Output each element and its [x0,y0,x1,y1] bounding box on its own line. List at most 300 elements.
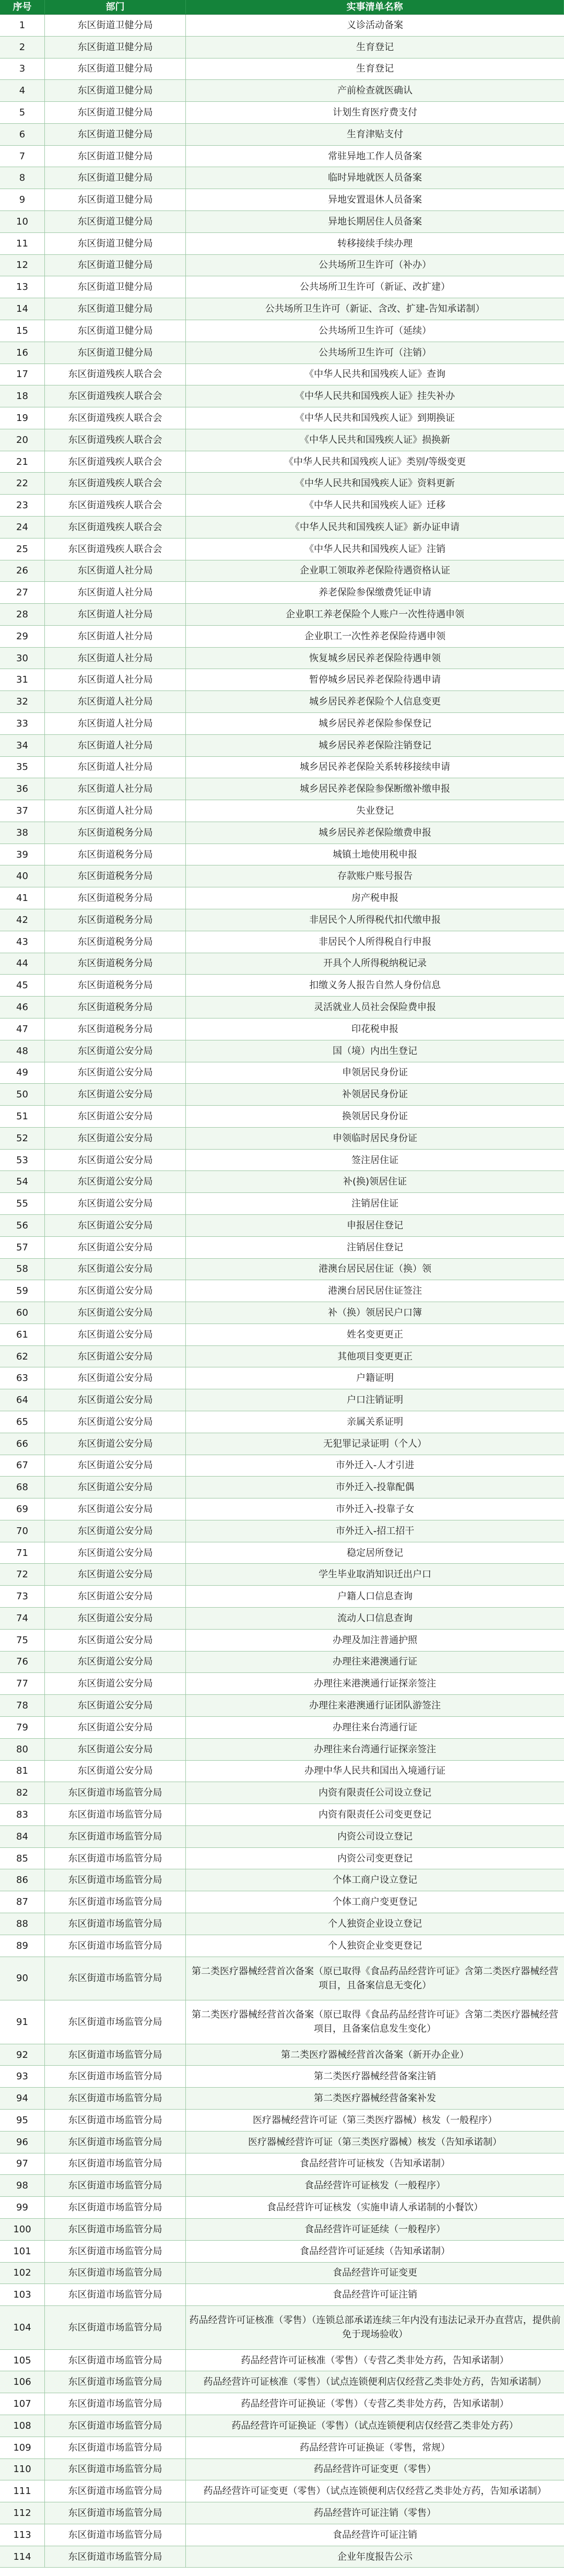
row-department: 东区街道公安分局 [45,1106,186,1127]
row-number: 40 [0,865,45,887]
row-number: 37 [0,800,45,822]
row-service-name: 食品经营许可证核发（实施申请人承诺制的小餐饮） [267,2202,483,2214]
row-number: 63 [0,1367,45,1389]
row-department: 东区街道人社分局 [45,735,186,756]
row-number: 6 [0,124,45,145]
table-row [0,1346,564,1368]
row-number: 47 [0,1018,45,1040]
row-service-name: 义诊活动备案 [347,19,403,31]
row-number: 59 [0,1280,45,1302]
row-department: 东区街道市场监管分局 [45,2219,186,2240]
row-service-name: 食品经营许可证核发（告知承诺制） [300,2158,450,2170]
table-row [0,255,564,277]
row-service-name: 存款账户账号报告 [337,871,413,882]
row-department: 东区街道公安分局 [45,1717,186,1738]
row-department: 东区街道市场监管分局 [45,1913,186,1935]
row-department: 东区街道市场监管分局 [45,2110,186,2131]
row-number: 30 [0,648,45,669]
row-service-name: 食品经营许可证变更 [333,2267,417,2279]
column-header-name: 实事清单名称 [186,0,564,14]
row-service-name: 第二类医疗器械经营备案补发 [314,2093,436,2104]
table-row [0,2088,564,2110]
row-department: 东区街道市场监管分局 [45,1804,186,1825]
table-row [0,2066,564,2088]
row-service-name: 药品经营许可证换证（零售，常规） [300,2442,450,2453]
row-department: 东区街道市场监管分局 [45,2044,186,2066]
row-service-name: 内资有限责任公司变更登记 [319,1809,431,1820]
table-row [0,320,564,342]
table-row [0,1869,564,1891]
row-department: 东区街道市场监管分局 [45,2502,186,2524]
table-row [0,2219,564,2241]
table-row [0,1128,564,1150]
table-row [0,844,564,866]
row-service-name: 市外迁入-人才引进 [335,1460,415,1471]
row-service-name: 扣缴义务人报告自然人身份信息 [309,980,441,991]
row-service-name: 办理往来港澳通行证探亲签注 [314,1678,436,1690]
row-service-name: 第二类医疗器械经营备案注销 [314,2071,436,2082]
row-service-name: 《中华人民共和国残疾人证》查询 [304,369,445,380]
table-row [0,1498,564,1520]
row-department: 东区街道公安分局 [45,1215,186,1236]
row-service-name: 药品经营许可证核准（零售）（连锁总部承诺连续三年内没有违法记录开办直营店，提供前免于现场验收） [189,2315,561,2340]
row-department: 东区街道人社分局 [45,778,186,800]
row-number: 4 [0,80,45,101]
row-department: 东区街道卫健分局 [45,15,186,36]
table-row [0,1935,564,1957]
table-row [0,1237,564,1259]
row-department: 东区街道卫健分局 [45,102,186,123]
row-department: 东区街道公安分局 [45,1411,186,1433]
row-number: 75 [0,1630,45,1651]
row-department: 东区街道公安分局 [45,1586,186,1607]
row-service-name: 医疗器械经营许可证（第三类医疗器械）核发（一般程序） [253,2114,497,2126]
row-department: 东区街道人社分局 [45,582,186,603]
row-service-name: 公共场所卫生许可（新证、含改、扩建-告知承诺制） [265,303,485,315]
table-row [0,2437,564,2459]
row-department: 东区街道市场监管分局 [45,2371,186,2393]
table-row [0,997,564,1018]
row-number: 57 [0,1237,45,1258]
table-row [0,211,564,233]
row-department: 东区街道残疾人联合会 [45,538,186,560]
table-row [0,822,564,844]
table-row [0,909,564,931]
row-department: 东区街道税务分局 [45,1018,186,1040]
row-number: 107 [0,2393,45,2415]
table-row [0,495,564,517]
row-number: 46 [0,997,45,1018]
row-service-name: 药品经营许可证核准（零售）（试点连锁便利店仅经营乙类非处方药，告知承诺制） [203,2376,547,2388]
row-department: 东区街道市场监管分局 [45,2175,186,2196]
table-row [0,37,564,58]
row-department: 东区街道公安分局 [45,1652,186,1673]
row-service-name: 港澳台居民居住证（换）领 [319,1263,431,1275]
table-row [0,1848,564,1870]
row-department: 东区街道税务分局 [45,865,186,887]
table-row [0,1761,564,1783]
table-row [0,167,564,189]
row-department: 东区街道税务分局 [45,887,186,909]
row-department: 东区街道公安分局 [45,1259,186,1280]
table-row [0,648,564,670]
row-service-name: 城乡居民养老保险注销登记 [319,740,431,751]
table-row [0,1542,564,1564]
table-row [0,2524,564,2546]
table-row [0,1389,564,1411]
table-row [0,1891,564,1913]
row-department: 东区街道卫健分局 [45,80,186,101]
table-row [0,189,564,211]
row-number: 2 [0,37,45,58]
table-row [0,1782,564,1804]
row-number: 78 [0,1695,45,1716]
row-department: 东区街道公安分局 [45,1193,186,1214]
row-number: 26 [0,560,45,582]
row-department: 东区街道税务分局 [45,931,186,953]
table-row [0,1040,564,1062]
column-header-dept: 部门 [45,0,186,14]
table-row [0,385,564,407]
table-row [0,1367,564,1389]
row-department: 东区街道卫健分局 [45,146,186,167]
row-number: 87 [0,1891,45,1913]
row-number: 112 [0,2502,45,2524]
row-number: 92 [0,2044,45,2066]
row-department: 东区街道卫健分局 [45,255,186,276]
row-department: 东区街道公安分局 [45,1128,186,1149]
row-service-name: 企业年度报告公示 [337,2551,413,2562]
row-department: 东区街道卫健分局 [45,276,186,298]
row-department: 东区街道卫健分局 [45,211,186,232]
row-service-name: 房产税申报 [351,893,398,904]
row-number: 33 [0,713,45,734]
table-row [0,2480,564,2502]
table-row [0,1215,564,1237]
row-number: 25 [0,538,45,560]
row-department: 东区街道市场监管分局 [45,2132,186,2153]
row-service-name: 市外迁入-招工招干 [335,1525,415,1537]
table-row [0,1739,564,1761]
row-service-name: 国（境）内出生登记 [333,1045,417,1057]
row-department: 东区街道公安分局 [45,1062,186,1084]
row-service-name: 药品经营许可证换证（零售）（试点连锁便利店仅经营乙类非处方药） [231,2420,519,2431]
table-row [0,2306,564,2350]
row-service-name: 户籍人口信息查询 [337,1591,413,1602]
row-service-name: 灵活就业人员社会保险费申报 [314,1002,436,1013]
row-department: 东区街道卫健分局 [45,167,186,189]
row-service-name: 个体工商户变更登记 [333,1896,417,1908]
row-service-name: 公共场所卫生许可（补办） [319,260,431,271]
row-service-name: 注销居住登记 [347,1242,403,1253]
table-row [0,364,564,386]
row-service-name: 药品经营许可证变更（零售）（试点连锁便利店仅经营乙类非处方药，告知承诺制） [203,2486,547,2497]
row-service-name: 公共场所卫生许可（新证、改扩建） [300,282,450,293]
table-row [0,1957,564,2001]
table-row [0,1280,564,1302]
row-number: 72 [0,1564,45,1585]
row-service-name: 签注居住证 [351,1154,398,1166]
row-service-name: 非居民个人所得税代扣代缴申报 [309,914,441,926]
row-department: 东区街道人社分局 [45,713,186,734]
row-department: 东区街道公安分局 [45,1608,186,1629]
row-department: 东区街道残疾人联合会 [45,451,186,473]
row-number: 96 [0,2132,45,2153]
row-department: 东区街道公安分局 [45,1630,186,1651]
row-service-name: 市外迁入-投靠子女 [335,1504,415,1515]
row-service-name: 《中华人民共和国残疾人证》到期换证 [295,412,455,424]
table-row [0,2153,564,2175]
row-service-name: 《中华人民共和国残疾人证》注销 [304,543,445,555]
row-number: 35 [0,757,45,778]
row-service-name: 药品经营许可证换证（零售）（专营乙类非处方药，告知承诺制） [241,2398,509,2410]
row-service-name: 办理往来港澳通行证团队游签注 [309,1700,441,1712]
table-row [0,276,564,298]
table-row [0,1455,564,1477]
row-number: 62 [0,1346,45,1367]
table-row [0,1106,564,1128]
row-service-name: 注销居住证 [351,1198,398,1210]
row-number: 14 [0,298,45,320]
row-service-name: 内资公司变更登记 [337,1853,413,1864]
row-service-name: 食品经营许可证注销 [333,2289,417,2301]
table-row [0,1586,564,1608]
table-row [0,538,564,560]
row-service-name: 转移接续手续办理 [337,238,413,249]
row-service-name: 公共场所卫生许可（延续） [319,325,431,336]
row-number: 108 [0,2415,45,2437]
row-department: 东区街道公安分局 [45,1237,186,1258]
table-row [0,1150,564,1172]
row-department: 东区街道市场监管分局 [45,2066,186,2087]
row-number: 64 [0,1389,45,1411]
table-row [0,429,564,451]
row-number: 18 [0,385,45,407]
table-row [0,1411,564,1433]
row-service-name: 补（换）领居民户口簿 [328,1307,422,1318]
row-number: 103 [0,2284,45,2305]
row-department: 东区街道人社分局 [45,691,186,712]
row-department: 东区街道税务分局 [45,975,186,996]
row-department: 东区街道人社分局 [45,604,186,625]
row-number: 50 [0,1084,45,1105]
row-service-name: 城乡居民养老保险缴费申报 [319,827,431,838]
row-number: 106 [0,2371,45,2393]
table-row [0,2415,564,2437]
row-number: 7 [0,146,45,167]
row-number: 85 [0,1848,45,1869]
table-row [0,778,564,800]
table-row [0,2284,564,2306]
row-number: 22 [0,473,45,494]
row-number: 81 [0,1761,45,1782]
row-department: 东区街道税务分局 [45,844,186,865]
row-department: 东区街道卫健分局 [45,37,186,58]
table-row [0,604,564,626]
row-service-name: 其他项目变更更正 [337,1351,413,1362]
row-department: 东区街道公安分局 [45,1477,186,1498]
row-department: 东区街道市场监管分局 [45,2000,186,2044]
row-department: 东区街道人社分局 [45,626,186,647]
row-service-name: 药品经营许可证注销（零售） [314,2508,436,2519]
table-row [0,298,564,320]
table-row [0,2546,564,2568]
row-department: 东区街道公安分局 [45,1389,186,1411]
row-number: 36 [0,778,45,800]
row-service-name: 户口注销证明 [347,1395,403,1406]
row-number: 24 [0,517,45,538]
row-service-name: 姓名变更更正 [347,1329,403,1340]
row-number: 27 [0,582,45,603]
row-service-name: 办理中华人民共和国出入境通行证 [304,1765,445,1777]
row-service-name: 城乡居民养老保险参保登记 [319,718,431,729]
table-row [0,931,564,953]
table-row [0,473,564,495]
row-department: 东区街道市场监管分局 [45,2263,186,2284]
row-department: 东区街道市场监管分局 [45,1782,186,1804]
row-service-name: 《中华人民共和国残疾人证》挂失补办 [295,391,455,402]
table-row [0,2132,564,2153]
row-service-name: 生育津贴支付 [347,128,403,140]
table-row [0,975,564,997]
row-department: 东区街道残疾人联合会 [45,429,186,451]
table-row [0,58,564,80]
table-row [0,1018,564,1040]
row-number: 83 [0,1804,45,1825]
row-number: 31 [0,669,45,690]
row-number: 73 [0,1586,45,1607]
row-number: 91 [0,2000,45,2044]
row-department: 东区街道卫健分局 [45,58,186,80]
row-number: 100 [0,2219,45,2240]
row-department: 东区街道公安分局 [45,1433,186,1455]
row-number: 76 [0,1652,45,1673]
row-department: 东区街道税务分局 [45,909,186,931]
row-number: 61 [0,1324,45,1345]
row-service-name: 恢复城乡居民养老保险待遇申领 [309,652,441,664]
row-number: 8 [0,167,45,189]
table-row [0,2393,564,2415]
row-service-name: 城乡居民养老保险个人信息变更 [309,696,441,708]
row-service-name: 《中华人民共和国残疾人证》类别/等级变更 [284,456,466,467]
table-body [0,15,564,2568]
row-service-name: 公共场所卫生许可（注销） [319,347,431,358]
row-service-name: 药品经营许可证变更（零售） [314,2464,436,2475]
row-department: 东区街道市场监管分局 [45,2241,186,2262]
row-number: 99 [0,2197,45,2218]
row-number: 101 [0,2241,45,2262]
row-service-name: 药品经营许可证核准（零售）（专营乙类非处方药，告知承诺制） [241,2355,509,2366]
row-number: 5 [0,102,45,123]
row-number: 102 [0,2263,45,2284]
row-service-name: 城乡居民养老保险关系转移接续申请 [300,762,450,773]
table-row [0,1913,564,1935]
row-number: 44 [0,953,45,975]
row-department: 东区街道公安分局 [45,1564,186,1585]
table-row [0,2175,564,2197]
row-number: 114 [0,2546,45,2568]
row-number: 11 [0,233,45,254]
row-number: 105 [0,2350,45,2371]
table-row [0,713,564,735]
row-service-name: 企业职工养老保险个人账户一次性待遇申领 [286,608,464,620]
row-service-name: 补领居民身份证 [342,1089,408,1100]
row-department: 东区街道公安分局 [45,1761,186,1782]
row-number: 34 [0,735,45,756]
table-row [0,1520,564,1542]
table-row [0,233,564,255]
row-service-name: 产前检查就医确认 [337,85,413,97]
row-service-name: 办理往来台湾通行证探亲签注 [314,1743,436,1755]
row-number: 29 [0,626,45,647]
row-department: 东区街道市场监管分局 [45,2459,186,2480]
row-department: 东区街道市场监管分局 [45,2350,186,2371]
table-row [0,1302,564,1324]
row-department: 东区街道市场监管分局 [45,2197,186,2218]
row-number: 19 [0,407,45,429]
row-department: 东区街道卫健分局 [45,189,186,210]
row-number: 79 [0,1717,45,1738]
row-number: 13 [0,276,45,298]
row-service-name: 生育登记 [356,63,394,75]
row-number: 54 [0,1171,45,1192]
row-number: 41 [0,887,45,909]
row-number: 66 [0,1433,45,1455]
table-row [0,582,564,604]
table-header-row [0,0,564,15]
row-number: 98 [0,2175,45,2196]
table-row [0,1608,564,1630]
row-number: 93 [0,2066,45,2087]
row-department: 东区街道公安分局 [45,1171,186,1192]
row-number: 104 [0,2306,45,2349]
row-department: 东区街道市场监管分局 [45,1957,186,2000]
row-department: 东区街道市场监管分局 [45,2524,186,2546]
row-department: 东区街道人社分局 [45,757,186,778]
row-number: 88 [0,1913,45,1935]
row-service-name: 流动人口信息查询 [337,1612,413,1624]
row-department: 东区街道公安分局 [45,1150,186,1171]
row-department: 东区街道人社分局 [45,648,186,669]
table-row [0,1433,564,1455]
row-department: 东区街道残疾人联合会 [45,517,186,538]
row-department: 东区街道残疾人联合会 [45,407,186,429]
row-department: 东区街道市场监管分局 [45,2393,186,2415]
table-row [0,735,564,757]
row-department: 东区街道市场监管分局 [45,1848,186,1869]
row-number: 42 [0,909,45,931]
table-row [0,2197,564,2219]
table-row [0,1171,564,1193]
row-department: 东区街道公安分局 [45,1739,186,1760]
row-department: 东区街道公安分局 [45,1455,186,1477]
row-service-name: 港澳台居民居住证签注 [328,1285,422,1297]
row-service-name: 企业职工一次性养老保险待遇申领 [304,630,445,642]
row-service-name: 学生毕业取消知识迁出户口 [319,1569,431,1580]
row-number: 109 [0,2437,45,2458]
row-department: 东区街道残疾人联合会 [45,364,186,385]
table-row [0,626,564,648]
row-department: 东区街道人社分局 [45,560,186,582]
row-department: 东区街道公安分局 [45,1324,186,1345]
table-row [0,1193,564,1215]
row-department: 东区街道市场监管分局 [45,2415,186,2437]
row-service-name: 开具个人所得税纳税记录 [323,958,427,969]
row-number: 95 [0,2110,45,2131]
row-department: 东区街道市场监管分局 [45,1869,186,1891]
row-service-name: 办理往来港澳通行证 [333,1656,417,1668]
row-service-name: 申报居住登记 [347,1220,403,1231]
